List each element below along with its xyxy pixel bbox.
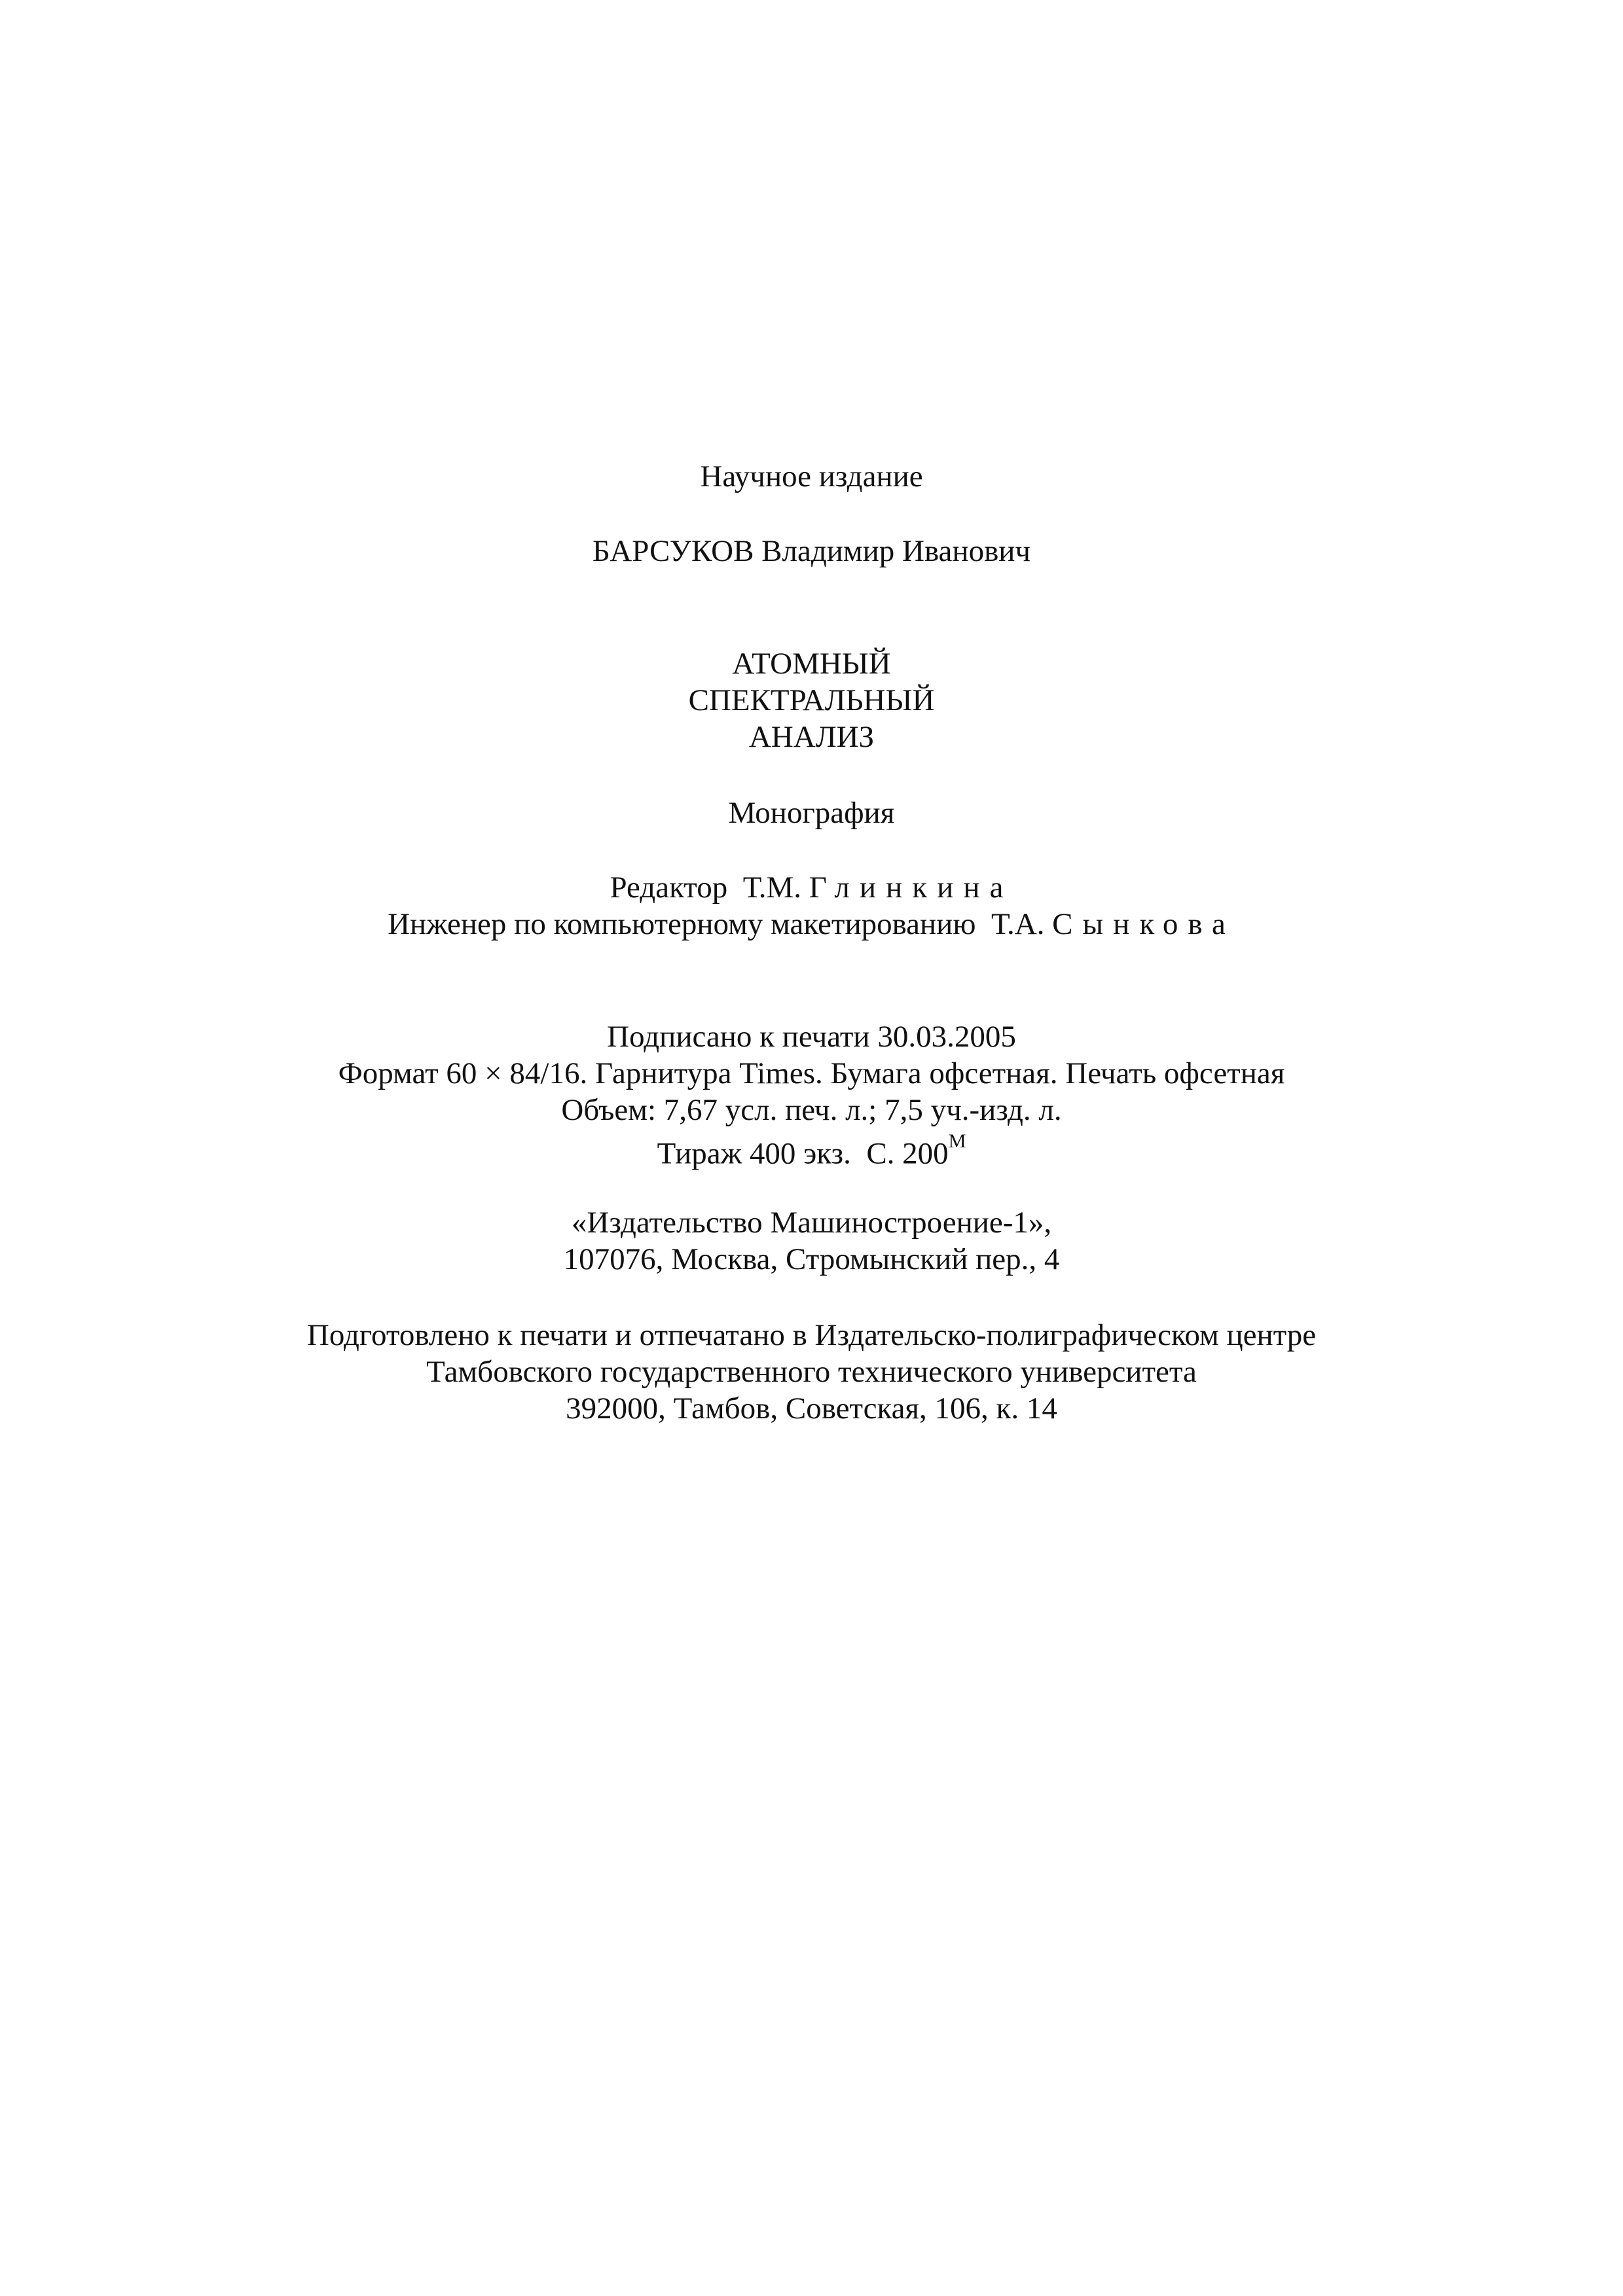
author-name: БАРСУКОВ Владимир Иванович — [592, 534, 1031, 568]
printer-address: 392000, Тамбов, Советская, 106, к. 14 — [566, 1391, 1057, 1426]
engineer-label: Инженер по компьютерному макетированию Т.А. — [388, 907, 1045, 941]
edition-type: Научное издание — [700, 459, 923, 493]
editor-label: Редактор Т.М. — [610, 870, 801, 905]
circulation-line — [0, 1128, 1623, 1172]
publisher: «Издательство Машиностроение-1», — [571, 1206, 1052, 1240]
engineer-name: Сынкова — [1052, 907, 1235, 941]
signed-for-print: Подписано к печати 30.03.2005 — [607, 1020, 1016, 1054]
format-line: Формат 60 × 84/16. Гарнитура Times. Бумага офсетная. Печать офсетная — [338, 1056, 1285, 1090]
title-line-1: АТОМНЫЙ — [732, 647, 891, 681]
genre: Монография — [728, 796, 895, 830]
title-line-3: АНАЛИЗ — [748, 720, 875, 754]
circulation-text: Тираж 400 экз. С. 200 — [657, 1136, 949, 1171]
editor-name: Глинкина — [809, 870, 1013, 905]
circulation-superscript: М — [948, 1130, 966, 1152]
publisher-address: 107076, Москва, Стромынский пер., 4 — [563, 1242, 1060, 1276]
printed-by-line-1: Подготовлено к печати и отпечатано в Издательско-полиграфическом центре — [306, 1318, 1317, 1352]
title-line-2: СПЕКТРАЛЬНЫЙ — [688, 683, 935, 717]
engineer-line — [0, 906, 1623, 942]
printed-by-line-2: Тамбовского государственного технического университета — [426, 1355, 1197, 1389]
editor-line — [0, 869, 1623, 906]
volume-line: Объем: 7,67 усл. печ. л.; 7,5 уч.-изд. л. — [561, 1093, 1062, 1127]
